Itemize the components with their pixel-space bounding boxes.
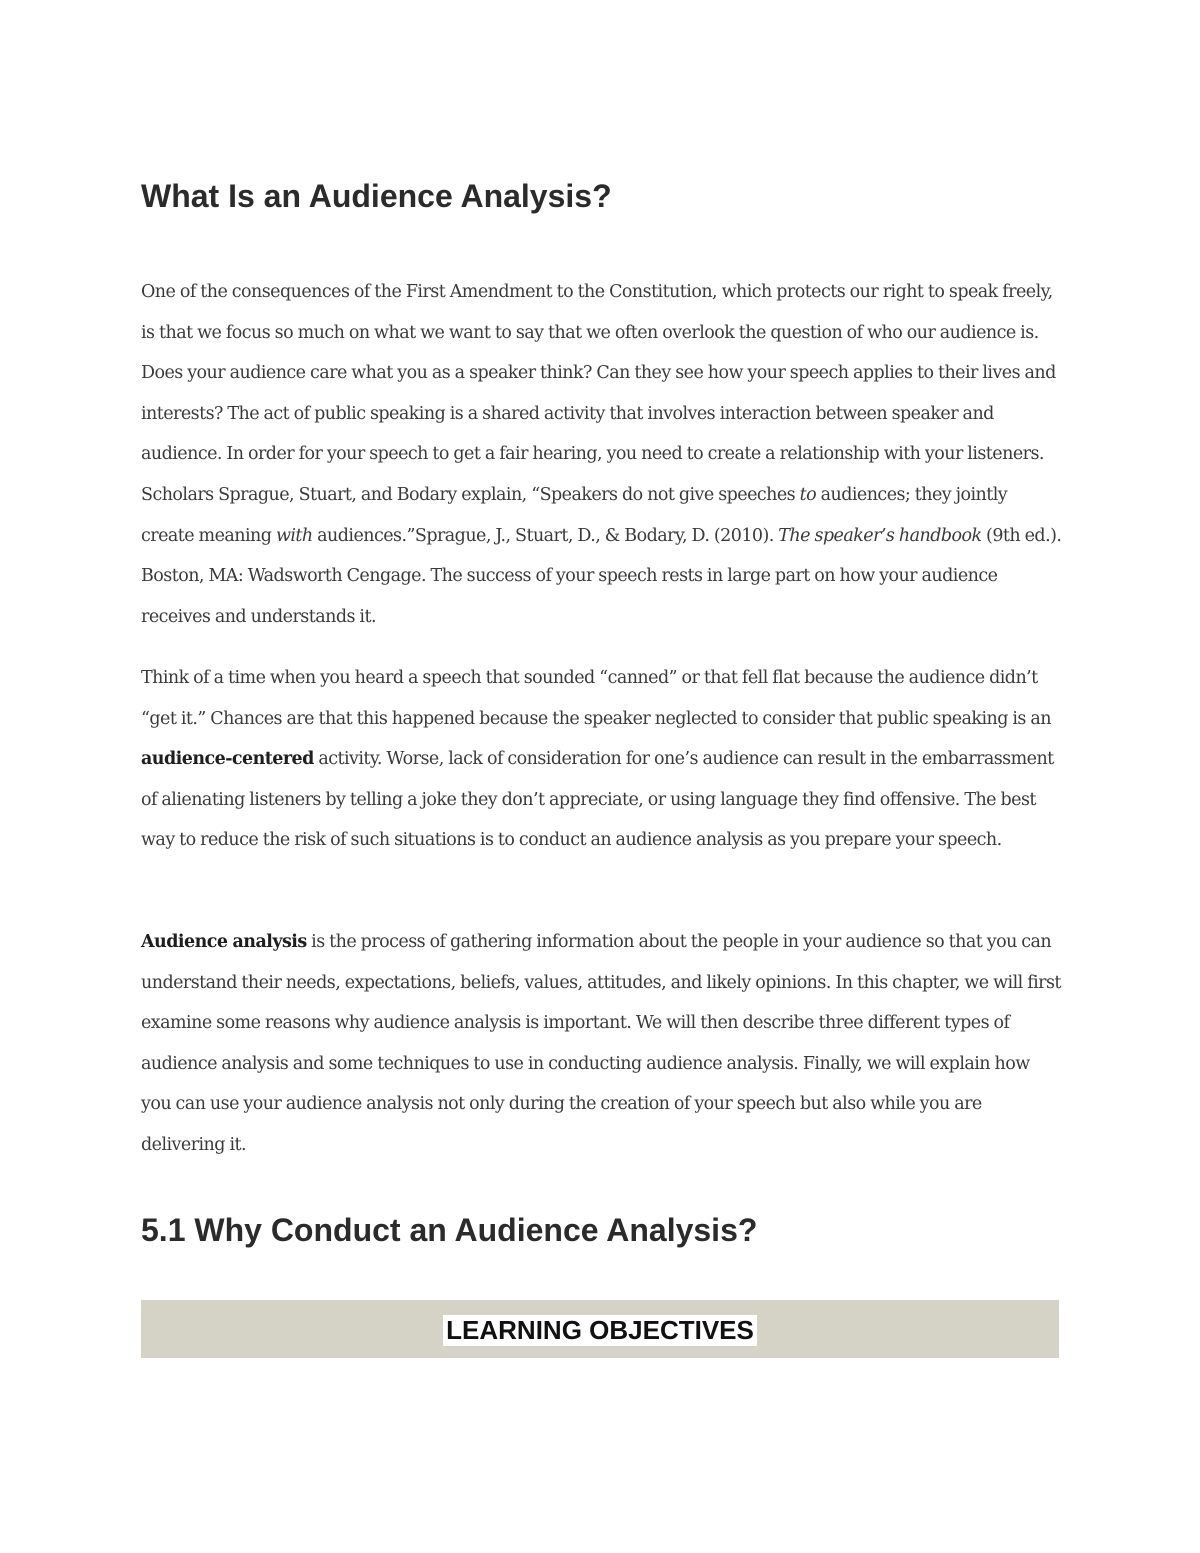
paragraph-text: is the process of gathering information about the people in your audience so that you can understand their needs, expectations, beliefs, values, attitudes, and likely opinions. In this chapter, we will first examine some reasons why audience analysis is important. We will then describe three different types of audience analysis and some techniques to use in conducting audience analysis. Finally, we will explain how you can use your audience analysis not only during the creation of your speech but also while you are delivering it. <box>141 932 1061 1155</box>
section-heading: 5.1 Why Conduct an Audience Analysis? <box>141 1212 758 1248</box>
paragraph-canned-speech <box>141 658 1063 861</box>
emphasis-text: with <box>275 525 313 546</box>
paragraph-definition <box>141 922 1063 1166</box>
learning-objectives-label: LEARNING OBJECTIVES <box>443 1315 757 1346</box>
paragraph-text: Think of a time when you heard a speech that sounded “canned” or that fell flat because the audience didn’t “get it.” Chances are that this happened because the speaker neglected to consider that public speaking is an <box>141 668 1051 729</box>
key-term: Audience analysis <box>141 932 307 952</box>
paragraph-text: (9th ed.). Boston, MA: Wadsworth Cengage. The success of your speech rests in large part on how your audience receives and understands it. <box>141 525 1062 627</box>
paragraph-intro <box>141 272 1063 637</box>
page-title: What Is an Audience Analysis? <box>141 178 612 214</box>
paragraph-text: audiences.”Sprague, J., Stuart, D., & Bodary, D. (2010). <box>312 525 779 546</box>
key-term: audience-centered <box>141 749 314 770</box>
paragraph-text: activity. Worse, lack of consideration for one’s audience can result in the embarrassment of alienating listeners by telling a joke they don’t appreciate, or using language they find offensive. The best way to reduce the risk of such situations is to conduct an audience analysis as you prepare your speech. <box>141 749 1054 851</box>
paragraph-text: One of the consequences of the First Amendment to the Constitution, which protects our right to speak freely, is that we focus so much on what we want to say that we often overlook the question of who our audience is. Does your audience care what you as a speaker think? Can they see how your speech applies to their lives and interests? The act of public speaking is a shared activity that involves interaction between speaker and audience. In order for your speech to get a fair hearing, you need to create a relationship with your listeners. Scholars Sprague, Stuart, and Bodary explain, “Speakers do not give speeches <box>141 282 1056 505</box>
book-title: The speaker’s handbook <box>778 525 982 546</box>
paragraph-text: audiences; they jointly create meaning <box>141 484 1008 546</box>
emphasis-text: to <box>799 484 817 505</box>
learning-objectives-banner <box>141 1300 1059 1358</box>
